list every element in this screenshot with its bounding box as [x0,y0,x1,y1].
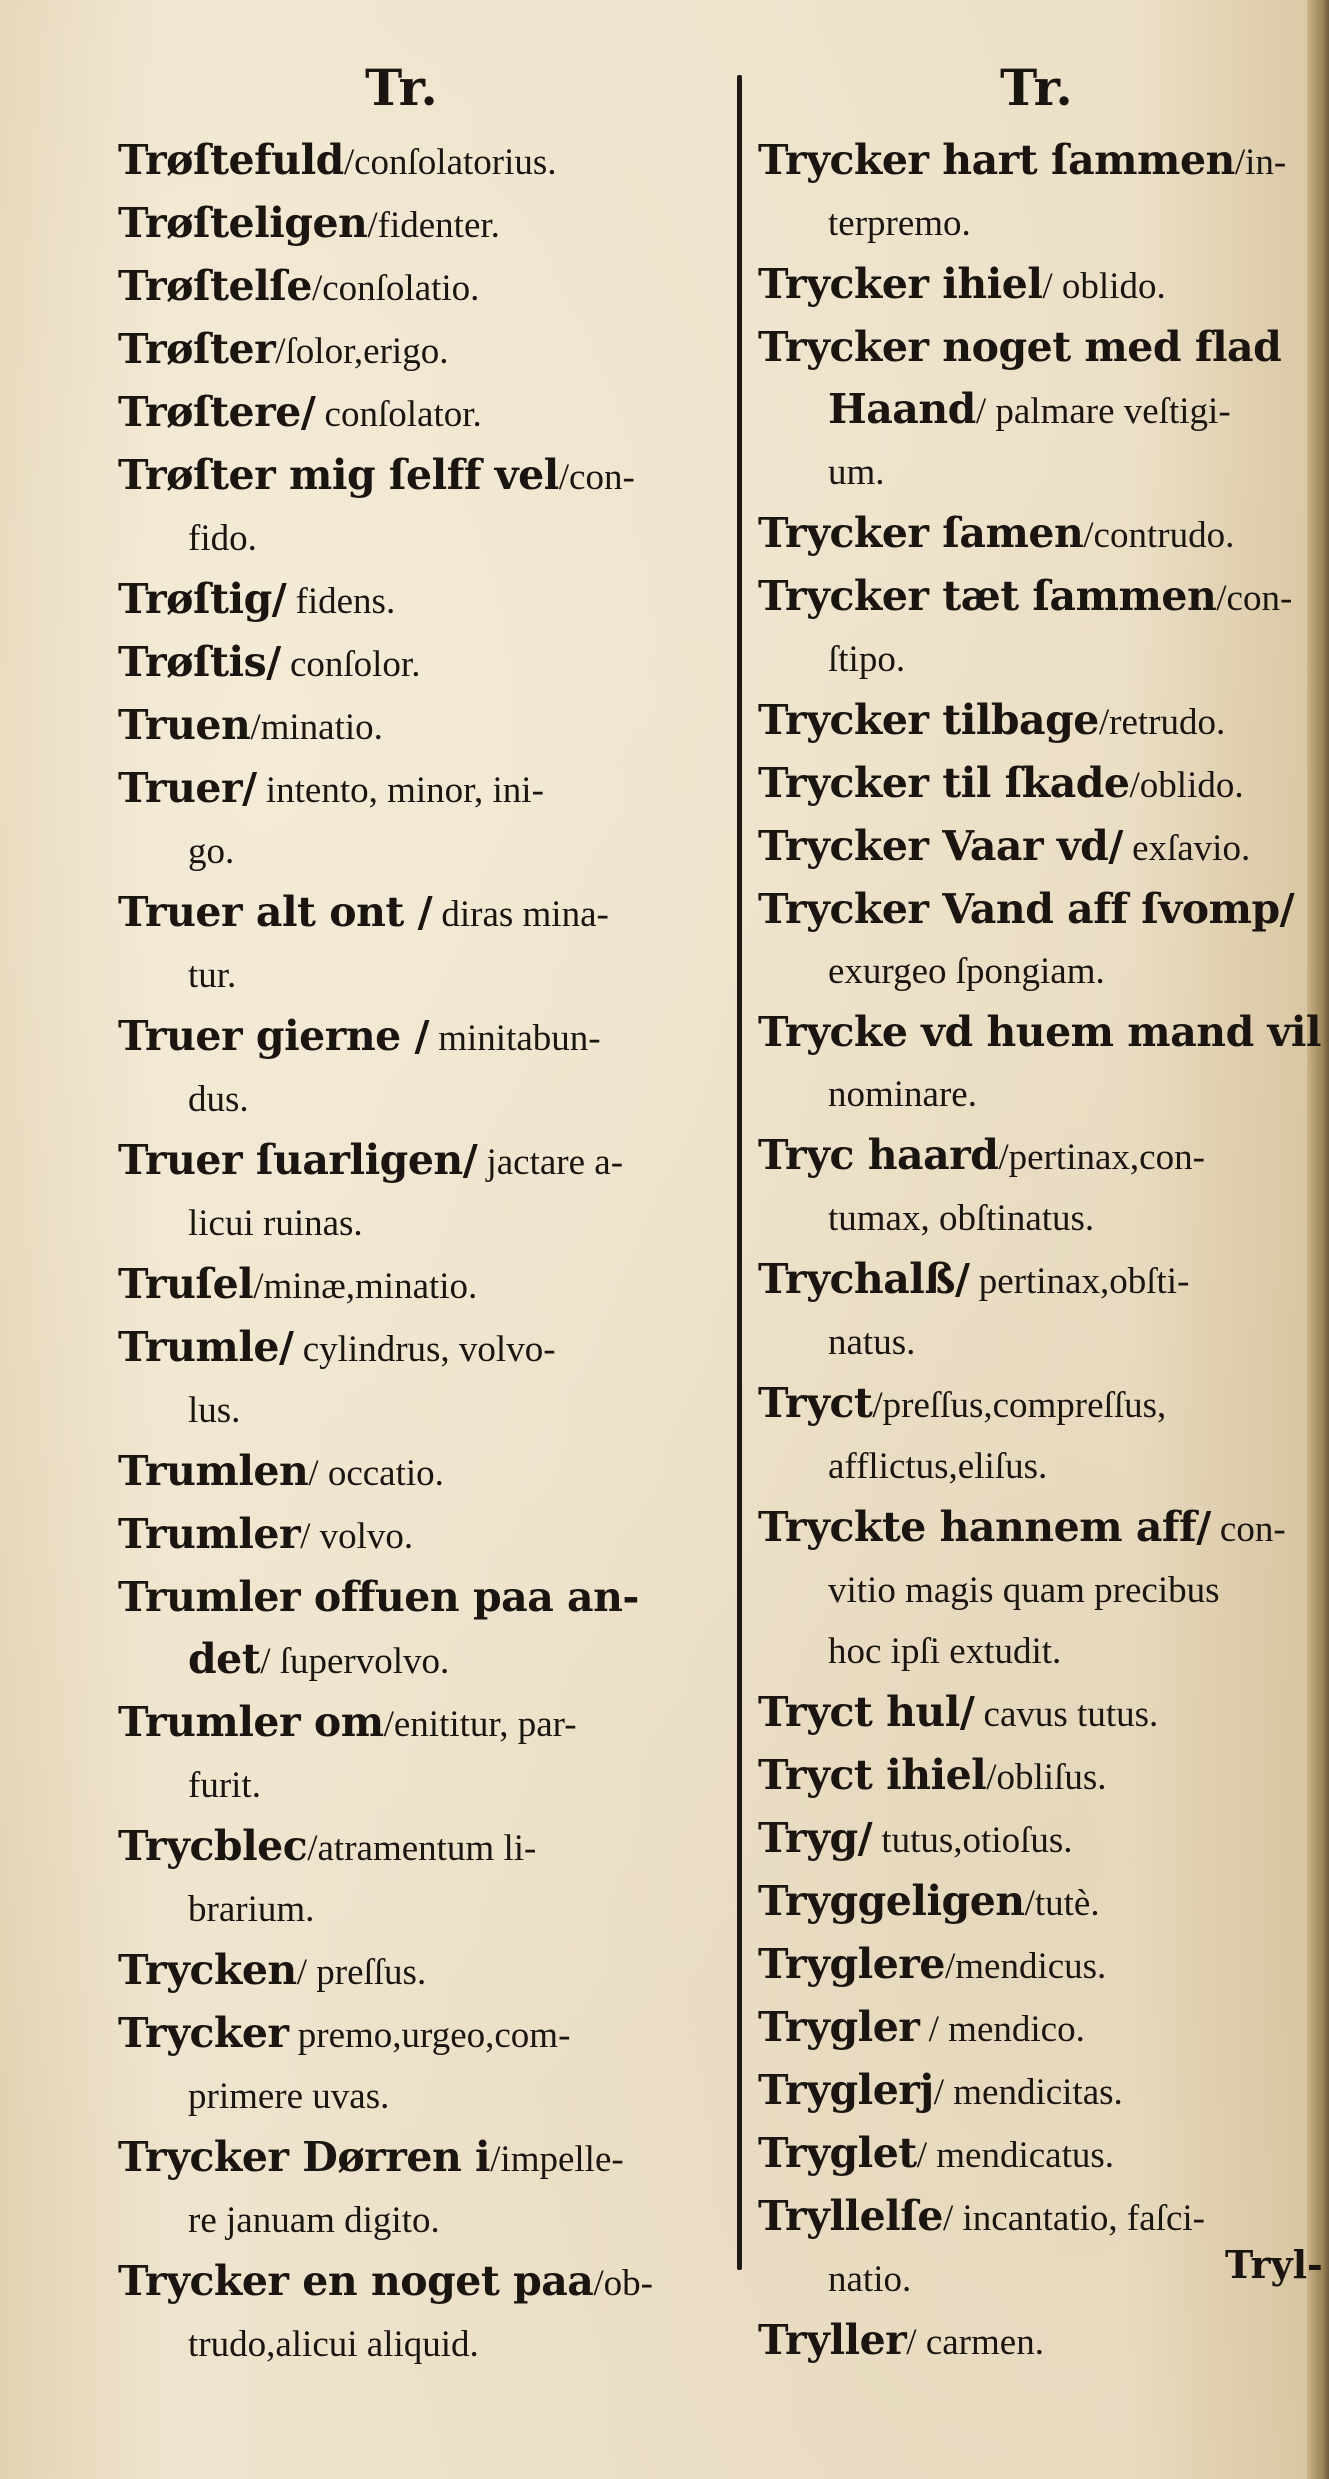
dictionary-entry [118,758,728,821]
latin-gloss: pertinax,obſti- [969,1261,1190,1302]
headword: Haand [828,385,976,433]
latin-gloss: diras mina- [432,894,609,935]
dictionary-entry [758,1249,1318,1312]
latin-gloss: /contrudo. [1083,515,1235,556]
latin-gloss: afflictus,eliſus. [828,1446,1048,1487]
dictionary-entry [758,193,1318,254]
dictionary-entry [758,1808,1318,1871]
headword: Tryggeligen [758,1877,1025,1925]
headword: Tryller [758,2316,907,2364]
headword: Trycblec [118,1822,308,1870]
dictionary-entry [758,2123,1318,2186]
dictionary-entry [118,945,728,1006]
latin-gloss: lus. [188,1390,241,1431]
latin-gloss: /atramentum li- [307,1828,537,1869]
latin-gloss: dus. [188,1079,249,1120]
dictionary-entry [118,445,728,508]
latin-gloss: / volvo. [300,1516,414,1557]
dictionary-entry [758,1002,1321,1064]
latin-gloss: /conſolatio. [311,268,480,309]
latin-gloss: / mendicitas. [933,2072,1123,2113]
dictionary-entry [758,379,1318,442]
dictionary-entry [758,1497,1318,1560]
latin-gloss: terpremo. [828,203,971,244]
dictionary-entry [758,2310,1318,2373]
dictionary-entry [118,193,728,256]
headword: Trøſter mig ſelff vel [118,451,559,499]
headword: Trycke vd huem mand vil [758,1008,1321,1056]
latin-gloss: / mendicatus. [916,2135,1115,2176]
headword: Trøſtis/ [118,638,281,686]
latin-gloss: um. [828,452,885,493]
headword: Trøſtere/ [118,388,316,436]
latin-gloss: /preſſus,compreſſus, [872,1385,1167,1426]
latin-gloss: /con- [558,457,635,498]
dictionary-entry [118,2314,728,2375]
dictionary-entry [118,1504,728,1567]
headword: Tryllelſe [758,2192,943,2240]
latin-gloss: cavus tutus. [974,1694,1159,1735]
headword: Trøſter [118,325,276,373]
dictionary-entry [118,1816,728,1879]
headword: Trycken [118,1946,297,1994]
dictionary-entry [758,317,1318,379]
dictionary-entry [118,1879,728,1940]
headword: Trøſtig/ [118,575,287,623]
latin-gloss: cylindrus, volvo- [293,1329,556,1370]
dictionary-entry [758,1997,1318,2060]
latin-gloss: jactare a- [477,1142,624,1183]
headword: Trycker noget med flad [758,323,1282,371]
dictionary-entry [758,442,1318,503]
latin-gloss: trudo,alicui aliquid. [188,2324,479,2365]
latin-gloss: /fidenter. [367,205,500,246]
headword: Trycker Vaar vd/ [758,822,1123,870]
dictionary-entry [758,1871,1318,1934]
dictionary-entry [118,1441,728,1504]
dictionary-entry [758,629,1318,690]
latin-gloss: /con- [1216,578,1293,619]
headword: Tryc haard [758,1131,999,1179]
latin-gloss: ſtipo. [828,639,906,680]
dictionary-entry [118,319,728,382]
latin-gloss: exurgeo ſpongiam. [828,951,1105,992]
latin-gloss: fidens. [286,581,396,622]
headword: Trycker Dørren i [118,2133,491,2181]
catchword: Tryl- [1225,2242,1323,2287]
dictionary-entry [118,569,728,632]
latin-gloss: exſavio. [1122,828,1251,869]
latin-gloss: tumax, obſtinatus. [828,1198,1095,1239]
dictionary-entry [118,1940,728,2003]
headword: Truer gierne / [118,1012,429,1060]
dictionary-entry [758,1188,1318,1249]
latin-gloss: /retrudo. [1098,702,1226,743]
latin-gloss: minitabun- [428,1018,601,1059]
running-head-right: Tr. [1000,58,1073,117]
dictionary-entry [758,566,1318,629]
headword: Trøſteligen [118,199,368,247]
dictionary-entry [758,2060,1318,2123]
dictionary-entry [118,1130,728,1193]
latin-gloss: conſolor. [280,644,421,685]
dictionary-entry [118,2251,728,2314]
headword: Trycker tæt ſammen [758,572,1217,620]
latin-gloss: natio. [828,2259,912,2300]
dictionary-entry [758,2186,1318,2249]
latin-gloss: / occatio. [308,1453,444,1494]
latin-gloss: brarium. [188,1889,315,1930]
latin-gloss: re januam digito. [188,2200,440,2241]
latin-gloss: nominare. [828,1074,977,1115]
dictionary-entry [758,503,1318,566]
dictionary-entry [758,941,1318,1002]
headword: Tryglerj [758,2066,934,2114]
dictionary-entry [118,882,728,945]
headword: Trumler om [118,1698,384,1746]
latin-gloss: / oblido. [1042,266,1166,307]
headword: Trycker [118,2009,289,2057]
latin-gloss: /tutè. [1024,1883,1100,1924]
latin-gloss: /minatio. [250,707,383,748]
dictionary-entry [758,1745,1318,1808]
headword: Trycker ihiel [758,260,1043,308]
dictionary-entry [758,254,1318,317]
latin-gloss: /oblido. [1129,765,1244,806]
running-head-left: Tr. [365,58,438,117]
dictionary-entry [118,508,728,569]
latin-gloss: / preſſus. [296,1952,427,1993]
headword: Trycker hart ſammen [758,136,1235,184]
latin-gloss: /pertinax,con- [998,1137,1205,1178]
latin-gloss: / incantatio, faſci- [943,2198,1205,2239]
headword: Tryglet [758,2129,917,2177]
latin-gloss: /impelle- [490,2139,624,2180]
latin-gloss: / ſupervolvo. [260,1641,450,1682]
dictionary-entry [118,1254,728,1317]
headword: det [188,1635,261,1683]
dictionary-entry [118,1317,728,1380]
dictionary-entry [758,816,1318,879]
latin-gloss: / palmare veſtigi- [975,391,1231,432]
column-divider [737,75,742,2270]
dictionary-entry [118,1380,728,1441]
headword: Truſel [118,1260,254,1308]
headword: Trycker til ſkade [758,759,1130,807]
dictionary-entry [118,695,728,758]
dictionary-entry [758,753,1318,816]
latin-gloss: hoc ipſi extudit. [828,1631,1062,1672]
headword: Tryct ihiel [758,1751,987,1799]
latin-gloss: / mendico. [919,2009,1085,2050]
dictionary-entry [758,130,1318,193]
latin-gloss: conſolator. [315,394,482,435]
headword: Tryct [758,1379,873,1427]
dictionary-entry [118,1193,728,1254]
latin-gloss: /ob- [593,2263,653,2304]
dictionary-entry [118,2127,728,2190]
latin-gloss: /conſolatorius. [343,142,557,183]
dictionary-entry [758,1064,1318,1125]
latin-gloss: / carmen. [906,2322,1044,2363]
headword: Tryglere [758,1940,945,1988]
latin-gloss: /mendicus. [944,1946,1107,1987]
headword: Tryckte hannem aff/ [758,1503,1211,1551]
headword: Truer alt ont / [118,888,433,936]
dictionary-entry [118,1069,728,1130]
dictionary-entry [758,690,1318,753]
latin-gloss: primere uvas. [188,2076,390,2117]
dictionary-entry [758,1373,1318,1436]
headword: Trumle/ [118,1323,294,1371]
dictionary-entry [758,1312,1318,1373]
latin-gloss: /ſolor,erigo. [275,331,449,372]
latin-gloss: intento, minor, ini- [256,770,544,811]
dictionary-entry [118,632,728,695]
dictionary-entry [118,2066,728,2127]
headword: Trumler offuen paa an- [118,1573,639,1621]
headword: Trychalß/ [758,1255,970,1303]
right-column [758,130,1321,2373]
headword: Trumler [118,1510,301,1558]
latin-gloss: tutus,otioſus. [872,1820,1073,1861]
dictionary-entry [118,1692,728,1755]
headword: Trycker ſamen [758,509,1084,557]
latin-gloss: con- [1210,1509,1286,1550]
dictionary-entry [118,1006,728,1069]
latin-gloss: /obliſus. [986,1757,1107,1798]
headword: Truen [118,701,251,749]
dictionary-entry [758,1682,1318,1745]
headword: Tryct hul/ [758,1688,975,1736]
headword: Trøſtelſe [118,262,312,310]
latin-gloss: /minæ,minatio. [253,1266,478,1307]
latin-gloss: /enititur, par- [383,1704,577,1745]
dictionary-entry [118,1755,728,1816]
headword: Trøſtefuld [118,136,344,184]
dictionary-entry [118,256,728,319]
dictionary-entry [118,2003,728,2066]
headword: Trycker Vand aff ſvomp/ [758,885,1295,933]
dictionary-entry [118,130,728,193]
dictionary-entry [758,1934,1318,1997]
dictionary-entry [118,382,728,445]
left-column [118,130,728,2375]
latin-gloss: vitio magis quam precibus [828,1570,1220,1611]
latin-gloss: /in- [1234,142,1287,183]
dictionary-entry [758,879,1318,941]
latin-gloss: premo,urgeo,com- [288,2015,571,2056]
headword: Trygler [758,2003,920,2051]
dictionary-entry [118,1629,728,1692]
dictionary-entry [118,821,728,882]
latin-gloss: fido. [188,518,257,559]
headword: Truer ſuarligen/ [118,1136,478,1184]
latin-gloss: furit. [188,1765,261,1806]
dictionary-entry [118,1567,728,1629]
latin-gloss: go. [188,831,235,872]
dictionary-entry [118,2190,728,2251]
headword: Trycker tilbage [758,696,1099,744]
dictionary-entry [758,1560,1318,1621]
dictionary-entry [758,1125,1318,1188]
dictionary-entry [758,1436,1318,1497]
headword: Trycker en noget paa [118,2257,594,2305]
headword: Tryg/ [758,1814,873,1862]
headword: Truer/ [118,764,257,812]
latin-gloss: natus. [828,1322,916,1363]
latin-gloss: licui ruinas. [188,1203,363,1244]
dictionary-entry [758,1621,1318,1682]
headword: Trumlen [118,1447,309,1495]
latin-gloss: tur. [188,955,237,996]
